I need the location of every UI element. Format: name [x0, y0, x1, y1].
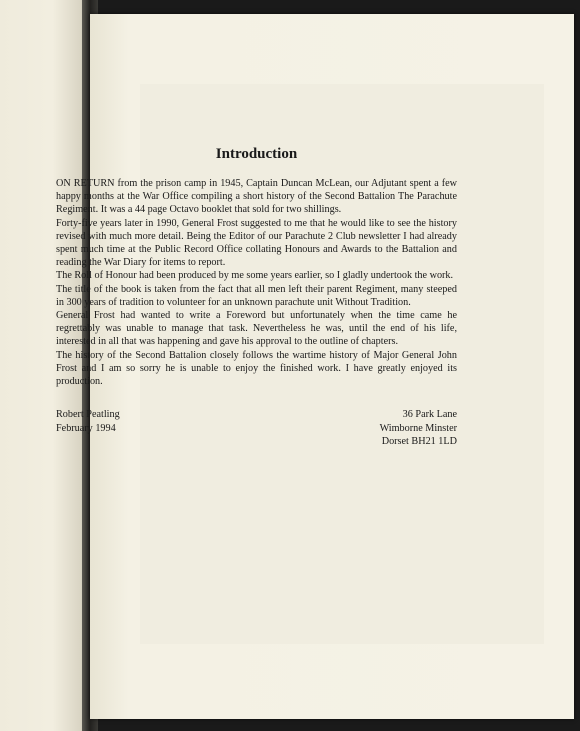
- address-line-3: Dorset BH21 1LD: [381, 436, 457, 448]
- page-title: Introduction: [215, 146, 298, 162]
- signature-address: [380, 408, 457, 448]
- paragraph-6: The history of the Second Battalion closely follows the wartime history of Major General John Frost and I am so sorry he is unable to enjoy the finished work. I have greatly enjoyed its production.: [56, 349, 457, 388]
- paragraph-3: The Roll of Honour had been produced by me some years earlier, so I gladly undertook the work.: [56, 270, 454, 282]
- address-line-1: 36 Park Lane: [402, 409, 457, 421]
- paragraph-5: General Frost had wanted to write a Foreword but unfortunately when the time came he regrettably was unable to manage that task. Nevertheless he was, until the end of his life, interested in all that was happening and gave his approval to the outline of chapters.: [56, 310, 457, 348]
- signature-date: February 1994: [56, 422, 116, 434]
- paragraph-2: Forty-five years later in 1990, General Frost suggested to me that he would like to see the history revised with much more detail. Being the Editor of our Parachute 2 Club newsletter I had already spent much time at the Public Record Office collating Honours and Awards to the Battalion and reading the War Diary for items to report.: [56, 217, 457, 269]
- paragraph-4: The title of the book is taken from the fact that all men left their parent Regiment, many steeped in 300 years of tradition to volunteer for an unknown parachute unit Without Tradition.: [56, 283, 457, 308]
- address-line-2: Wimborne Minster: [379, 422, 457, 434]
- signature-left: [56, 408, 120, 448]
- author-name: Robert Peatling: [56, 409, 120, 421]
- signature-block: [56, 408, 457, 448]
- page-content: [56, 132, 457, 448]
- paragraph-1: ON RETURN from the prison camp in 1945, Captain Duncan McLean, our Adjutant spent a few happy months at the War Office compiling a short history of the Second Battalion The Parachute Regiment. It was a 44 page Octavo booklet that sold for two shillings.: [56, 178, 457, 216]
